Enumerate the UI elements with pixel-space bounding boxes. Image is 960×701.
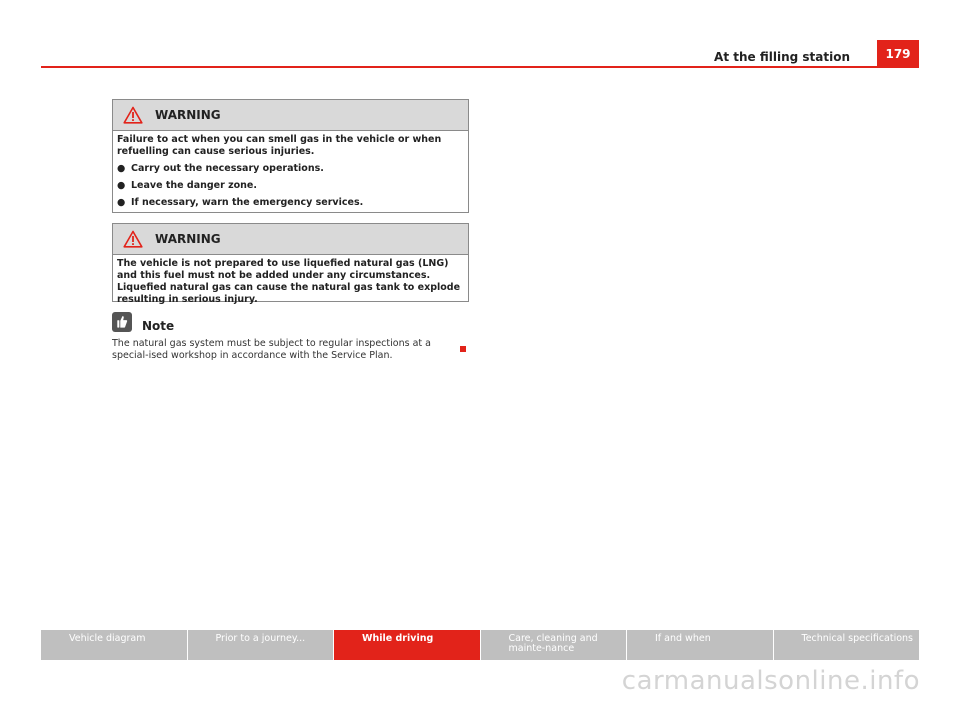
note-header xyxy=(112,310,472,334)
warning-bullet xyxy=(117,163,462,175)
warning-triangle-icon xyxy=(123,106,143,124)
nav-tab-technical-specifications[interactable]: Technical specifications xyxy=(774,630,920,660)
warning-body xyxy=(113,255,468,311)
warning-box-lng xyxy=(112,223,469,305)
page-header-title: At the filling station xyxy=(714,50,850,64)
note-section xyxy=(112,310,472,362)
nav-tab-if-and-when[interactable]: If and when xyxy=(627,630,774,660)
warning-bullet-text: Carry out the necessary operations. xyxy=(131,163,324,174)
warning-bullet-text: If necessary, warn the emergency services. xyxy=(131,197,364,208)
warning-box-gas-smell xyxy=(112,99,469,213)
section-end-marker xyxy=(460,346,466,352)
warning-header xyxy=(113,224,468,255)
bullet-dot-icon: ● xyxy=(117,197,126,208)
footer-navigation xyxy=(41,630,919,660)
warning-bullet-text: Leave the danger zone. xyxy=(131,180,257,191)
nav-tab-vehicle-diagram[interactable]: Vehicle diagram xyxy=(41,630,188,660)
warning-paragraph: Failure to act when you can smell gas in the vehicle or when refuelling can cause serious injuries. xyxy=(117,134,442,157)
warning-triangle-icon xyxy=(123,230,143,248)
warning-header xyxy=(113,100,468,131)
warning-title: WARNING xyxy=(155,108,221,122)
warning-bullet xyxy=(117,180,462,192)
note-title: Note xyxy=(142,319,175,333)
note-text: The natural gas system must be subject to regular inspections at a special-ised workshop in accordance with the Service Plan. xyxy=(112,338,431,361)
bullet-dot-icon: ● xyxy=(117,180,126,191)
warning-body xyxy=(113,131,468,214)
warning-title: WARNING xyxy=(155,232,221,246)
watermark-text: carmanualsonline.info xyxy=(621,666,920,696)
nav-tab-prior-to-journey[interactable]: Prior to a journey... xyxy=(188,630,335,660)
bullet-dot-icon: ● xyxy=(117,163,126,174)
nav-tab-while-driving[interactable]: While driving xyxy=(334,630,481,660)
page-number: 179 xyxy=(877,40,919,68)
header-rule xyxy=(41,66,877,68)
warning-paragraph: The vehicle is not prepared to use liquefied natural gas (LNG) and this fuel must not be added under any circumstances. Liquefied natural gas can cause the natural gas tank to explode resulting in serious injury. xyxy=(117,258,461,305)
note-hand-icon xyxy=(112,312,132,332)
warning-bullet xyxy=(117,197,462,209)
nav-tab-care-cleaning[interactable]: Care, cleaning and mainte-nance xyxy=(481,630,628,660)
